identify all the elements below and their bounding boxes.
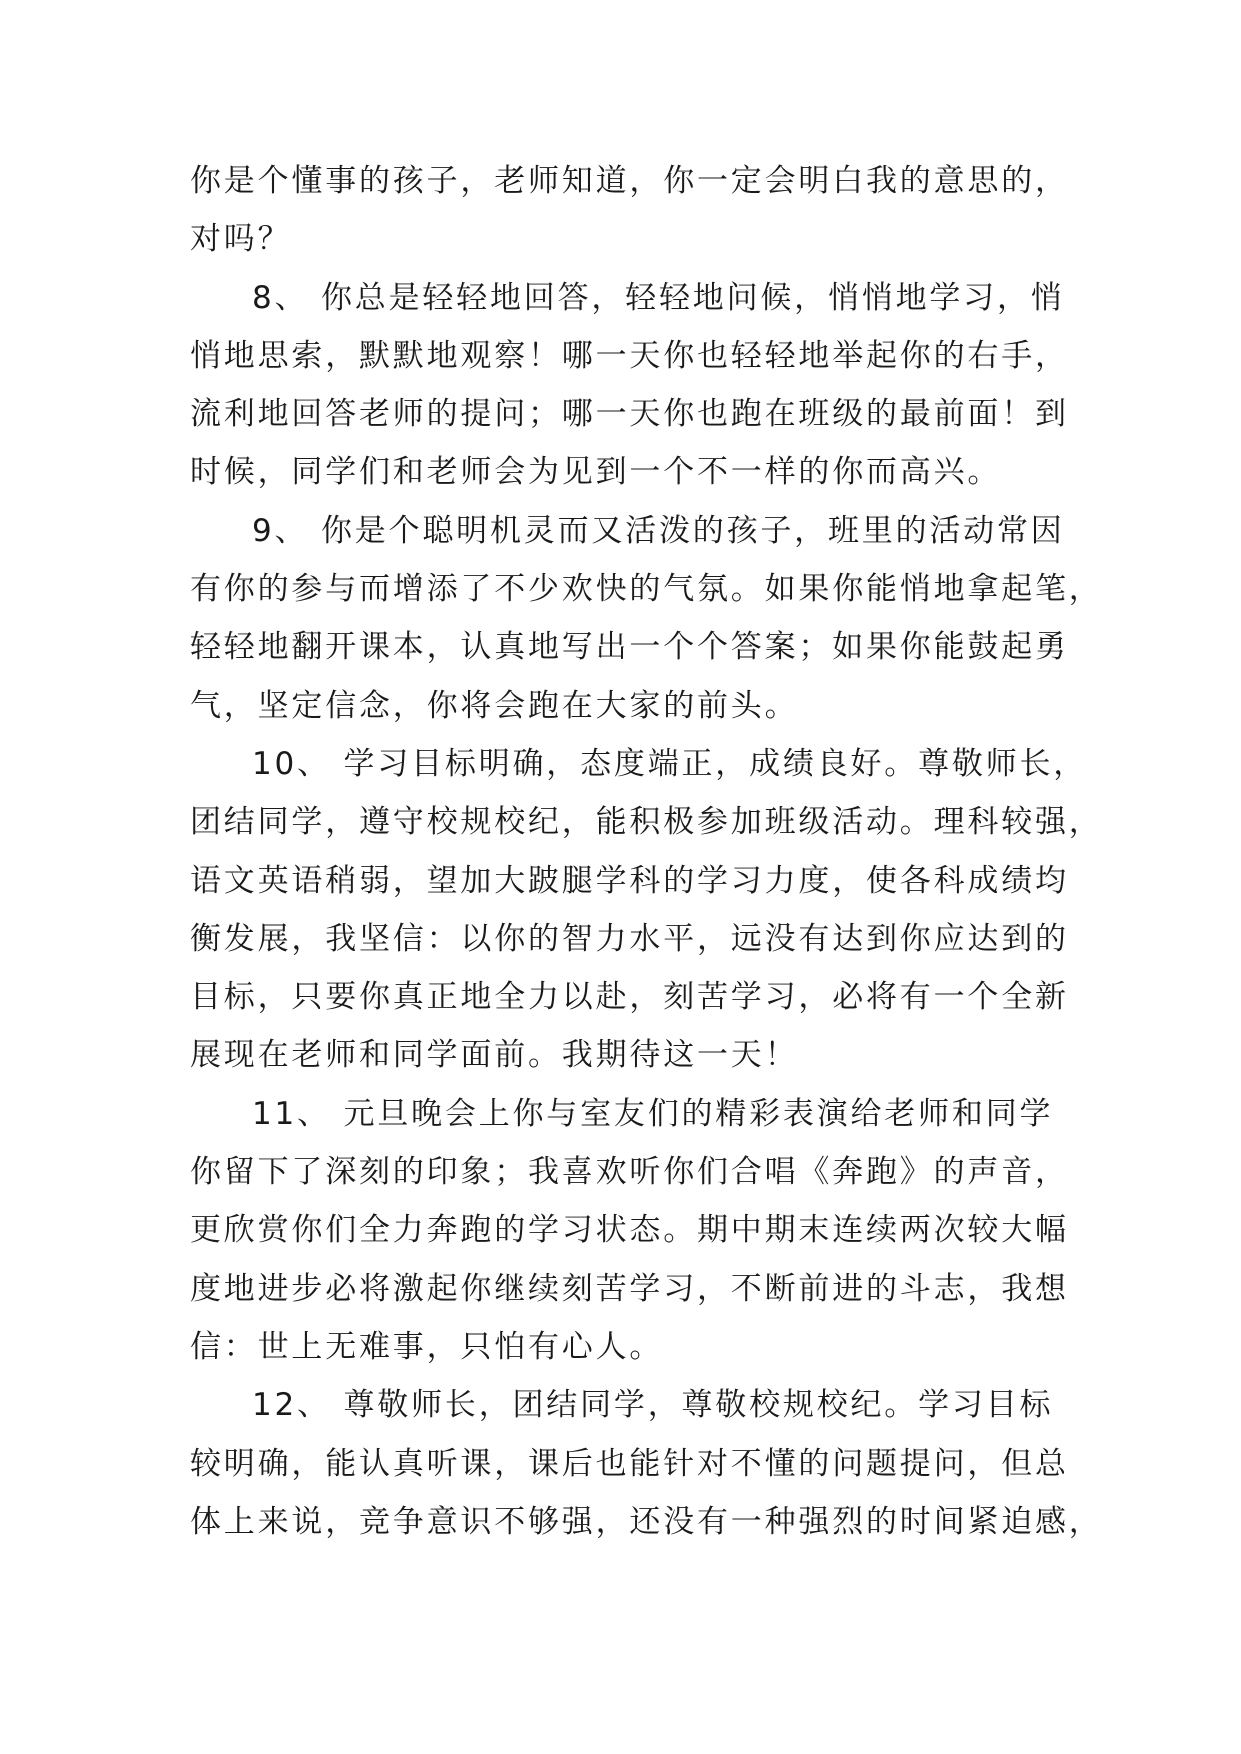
paragraph-start-line: 11、 元旦晚会上你与室友们的精彩表演给老师和同学 bbox=[252, 1095, 1054, 1132]
text-line: 更欣赏你们全力奔跑的学习状态。期中期末连续两次较大幅 bbox=[190, 1212, 1069, 1249]
paragraph-start-line: 10、 学习目标明确，态度端正，成绩良好。尊敬师长， bbox=[252, 745, 1088, 782]
paragraph-start-line: 12、 尊敬师长，团结同学，尊敬校规校纪。学习目标 bbox=[252, 1387, 1054, 1424]
document-body bbox=[190, 152, 1103, 1551]
text-line: 团结同学，遵守校规校纪，能积极参加班级活动。理科较强， bbox=[190, 804, 1103, 841]
text-line: 衡发展，我坚信：以你的智力水平，远没有达到你应达到的 bbox=[190, 920, 1069, 957]
text-line: 信：世上无难事，只怕有心人。 bbox=[190, 1328, 664, 1365]
text-line: 语文英语稍弱，望加大跛腿学科的学习力度，使各科成绩均 bbox=[190, 862, 1069, 899]
text-line: 流利地回答老师的提问；哪一天你也跑在班级的最前面！到 bbox=[190, 396, 1069, 433]
text-line: 对吗？ bbox=[190, 221, 292, 258]
text-line: 度地进步必将激起你继续刻苦学习，不断前进的斗志，我想 bbox=[190, 1270, 1069, 1307]
text-line: 悄地思索，默默地观察！哪一天你也轻轻地举起你的右手， bbox=[190, 337, 1069, 374]
text-line: 目标，只要你真正地全力以赴，刻苦学习，必将有一个全新 bbox=[190, 979, 1069, 1016]
text-line: 时候，同学们和老师会为见到一个不一样的你而高兴。 bbox=[190, 454, 1002, 491]
text-line: 较明确，能认真听课，课后也能针对不懂的问题提问，但总 bbox=[190, 1445, 1069, 1482]
text-line: 展现在老师和同学面前。我期待这一天！ bbox=[190, 1037, 799, 1074]
text-line: 轻轻地翻开课本，认真地写出一个个答案；如果你能鼓起勇 bbox=[190, 629, 1069, 666]
paragraph-start-line: 9、 你是个聪明机灵而又活泼的孩子，班里的活动常因 bbox=[252, 512, 1065, 549]
text-line: 有你的参与而增添了不少欢快的气氛。如果你能悄地拿起笔， bbox=[190, 571, 1103, 608]
text-line: 气，坚定信念，你将会跑在大家的前头。 bbox=[190, 687, 799, 724]
text-line: 体上来说，竞争意识不够强，还没有一种强烈的时间紧迫感， bbox=[190, 1503, 1103, 1540]
text-line: 你是个懂事的孩子，老师知道，你一定会明白我的意思的， bbox=[190, 163, 1069, 199]
paragraph-start-line: 8、 你总是轻轻地回答，轻轻地问候，悄悄地学习，悄 bbox=[252, 279, 1065, 316]
text-line: 你留下了深刻的印象；我喜欢听你们合唱《奔跑》的声音， bbox=[190, 1154, 1069, 1191]
